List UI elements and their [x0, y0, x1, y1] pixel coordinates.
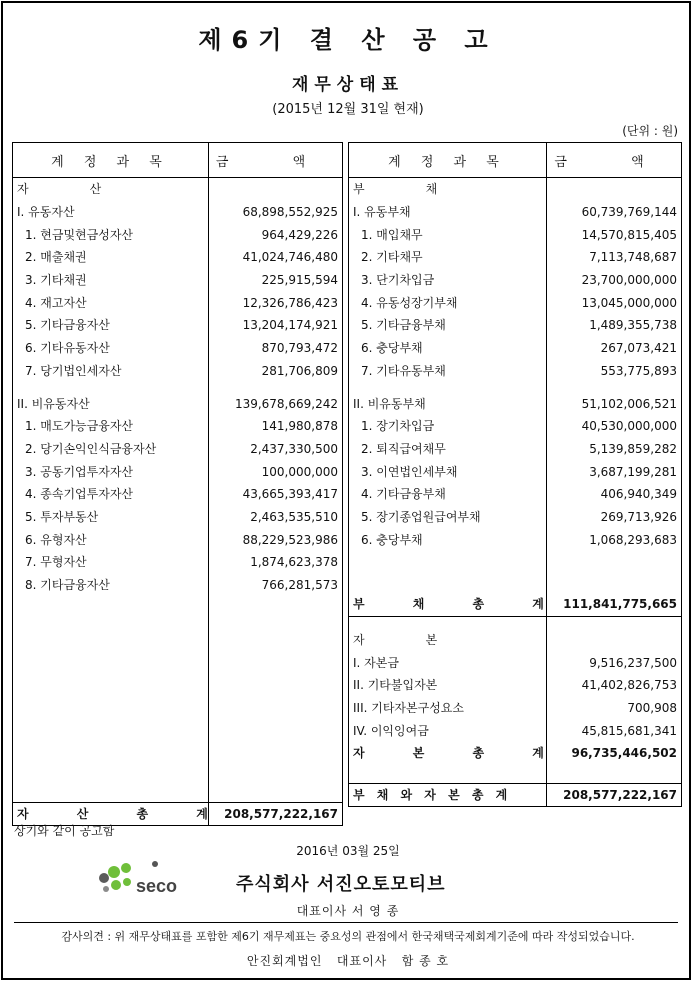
section-label: I. 유동자산 [13, 201, 209, 224]
assets-total-label: 자 산 총 계 [13, 803, 209, 826]
list-item-label: 4. 유동성장기부채 [349, 291, 547, 314]
list-item-amount: 2,437,330,500 [209, 438, 343, 461]
equity-total-amount: 96,735,446,502 [547, 742, 682, 765]
list-item-amount: 141,980,878 [209, 415, 343, 438]
list-item-label: 2. 매출채권 [13, 246, 209, 269]
list-item-amount: 13,045,000,000 [547, 291, 682, 314]
list-item-amount: 870,793,472 [209, 337, 343, 360]
list-item-amount: 1,489,355,738 [547, 314, 682, 337]
section-amount: 139,678,669,242 [209, 392, 343, 415]
list-item-amount: 1,874,623,378 [209, 551, 343, 574]
audit-opinion: 감사의견 : 위 재무상태표를 포함한 제6기 재무제표는 중요성의 관점에서 한국채택국제회계기준에 따라 작성되었습니다. [61, 930, 635, 943]
list-item-label: 4. 종속기업투자자산 [13, 483, 209, 506]
list-item-amount: 7,113,748,687 [547, 246, 682, 269]
section-label: II. 비유동부채 [349, 392, 547, 415]
section-amount: 51,102,006,521 [547, 392, 682, 415]
list-item-amount: 1,068,293,683 [547, 528, 682, 551]
list-item-amount: 9,516,237,500 [547, 651, 682, 674]
liabilities-heading: 부 채 [349, 178, 547, 201]
statement-title: 재무상태표 [291, 75, 405, 95]
list-item-label: 7. 당기법인세자산 [13, 360, 209, 383]
list-item-label: 2. 기타채무 [349, 246, 547, 269]
list-item-label: 7. 기타유동부채 [349, 360, 547, 383]
equity-total-label: 자 본 총 계 [349, 742, 547, 765]
list-item-amount: 40,530,000,000 [547, 415, 682, 438]
grand-total-amount: 208,577,222,167 [547, 783, 682, 806]
list-item-label: 2. 당기손익인식금융자산 [13, 438, 209, 461]
auditor: 안진회계법인 대표이사 함 종 호 [246, 954, 450, 968]
amount-header: 금 액 [547, 143, 682, 178]
as-of-date: (2015년 12월 31일 현재) [272, 102, 424, 117]
list-item-amount: 14,570,815,405 [547, 223, 682, 246]
list-item-label: 3. 단기차입금 [349, 269, 547, 292]
list-item-label: II. 기타불입자본 [349, 674, 547, 697]
list-item-label: 8. 기타금융자산 [13, 574, 209, 597]
list-item-amount: 2,463,535,510 [209, 506, 343, 529]
list-item-label: 4. 기타금융부채 [349, 483, 547, 506]
grand-total-label: 부 채 와 자 본 총 계 [349, 783, 547, 806]
notice-title: 제6기 결 산 공 고 [198, 26, 498, 54]
divider [14, 922, 678, 923]
list-item-amount: 269,713,926 [547, 506, 682, 529]
list-item-amount: 12,326,786,423 [209, 291, 343, 314]
list-item-amount: 41,402,826,753 [547, 674, 682, 697]
logo-text: seco [136, 876, 178, 896]
list-item-label: III. 기타자본구성요소 [349, 697, 547, 720]
list-item-amount: 41,024,746,480 [209, 246, 343, 269]
closing-statement: 상기와 같이 공고함 [14, 824, 115, 838]
liabilities-total-label: 부 채 총 계 [349, 593, 547, 616]
list-item-amount: 964,429,226 [209, 223, 343, 246]
list-item-amount: 281,706,809 [209, 360, 343, 383]
assets-total-amount: 208,577,222,167 [209, 803, 343, 826]
list-item-label: IV. 이익잉여금 [349, 719, 547, 742]
list-item-label: 5. 기타금융자산 [13, 314, 209, 337]
section-label: I. 유동부채 [349, 201, 547, 224]
list-item-label: 4. 재고자산 [13, 291, 209, 314]
list-item-label: 3. 기타채권 [13, 269, 209, 292]
notice-date: 2016년 03월 25일 [296, 844, 400, 858]
list-item-amount: 766,281,573 [209, 574, 343, 597]
list-item-amount: 553,775,893 [547, 360, 682, 383]
list-item-label: 3. 이연법인세부채 [349, 460, 547, 483]
liabilities-equity-table [348, 142, 681, 807]
unit-label: (단위 : 원) [622, 124, 678, 138]
assets-table [12, 142, 342, 826]
list-item-label: 5. 장기종업원급여부채 [349, 506, 547, 529]
list-item-label: 6. 충당부채 [349, 528, 547, 551]
list-item-amount: 406,940,349 [547, 483, 682, 506]
list-item-label: 7. 무형자산 [13, 551, 209, 574]
list-item-amount: 43,665,393,417 [209, 483, 343, 506]
liabilities-total-amount: 111,841,775,665 [547, 593, 682, 616]
equity-heading: 자 본 [349, 629, 547, 652]
list-item-amount: 88,229,523,986 [209, 528, 343, 551]
company-name: 주식회사 서진오토모티브 [236, 874, 446, 895]
assets-heading: 자 산 [13, 178, 209, 201]
list-item-label: 1. 현금및현금성자산 [13, 223, 209, 246]
list-item-label: 5. 투자부동산 [13, 506, 209, 529]
list-item-label: 1. 매입채무 [349, 223, 547, 246]
list-item-label: 6. 충당부채 [349, 337, 547, 360]
list-item-amount: 13,204,174,921 [209, 314, 343, 337]
list-item-label: I. 자본금 [349, 651, 547, 674]
account-header: 계 정 과 목 [13, 143, 209, 178]
list-item-amount: 700,908 [547, 697, 682, 720]
list-item-amount: 45,815,681,341 [547, 719, 682, 742]
list-item-amount: 23,700,000,000 [547, 269, 682, 292]
ceo-name: 대표이사 서 영 종 [296, 904, 400, 918]
list-item-label: 1. 장기차입금 [349, 415, 547, 438]
list-item-amount: 3,687,199,281 [547, 460, 682, 483]
section-amount: 60,739,769,144 [547, 201, 682, 224]
list-item-label: 6. 기타유동자산 [13, 337, 209, 360]
section-amount: 68,898,552,925 [209, 201, 343, 224]
list-item-label: 5. 기타금융부채 [349, 314, 547, 337]
list-item-amount: 100,000,000 [209, 460, 343, 483]
list-item-label: 2. 퇴직급여채무 [349, 438, 547, 461]
list-item-label: 1. 매도가능금융자산 [13, 415, 209, 438]
list-item-amount: 225,915,594 [209, 269, 343, 292]
list-item-amount: 267,073,421 [547, 337, 682, 360]
account-header: 계 정 과 목 [349, 143, 547, 178]
amount-header: 금 액 [209, 143, 343, 178]
list-item-label: 3. 공동기업투자자산 [13, 460, 209, 483]
list-item-amount: 5,139,859,282 [547, 438, 682, 461]
section-label: II. 비유동자산 [13, 392, 209, 415]
list-item-label: 6. 유형자산 [13, 528, 209, 551]
seco-logo [92, 858, 192, 904]
